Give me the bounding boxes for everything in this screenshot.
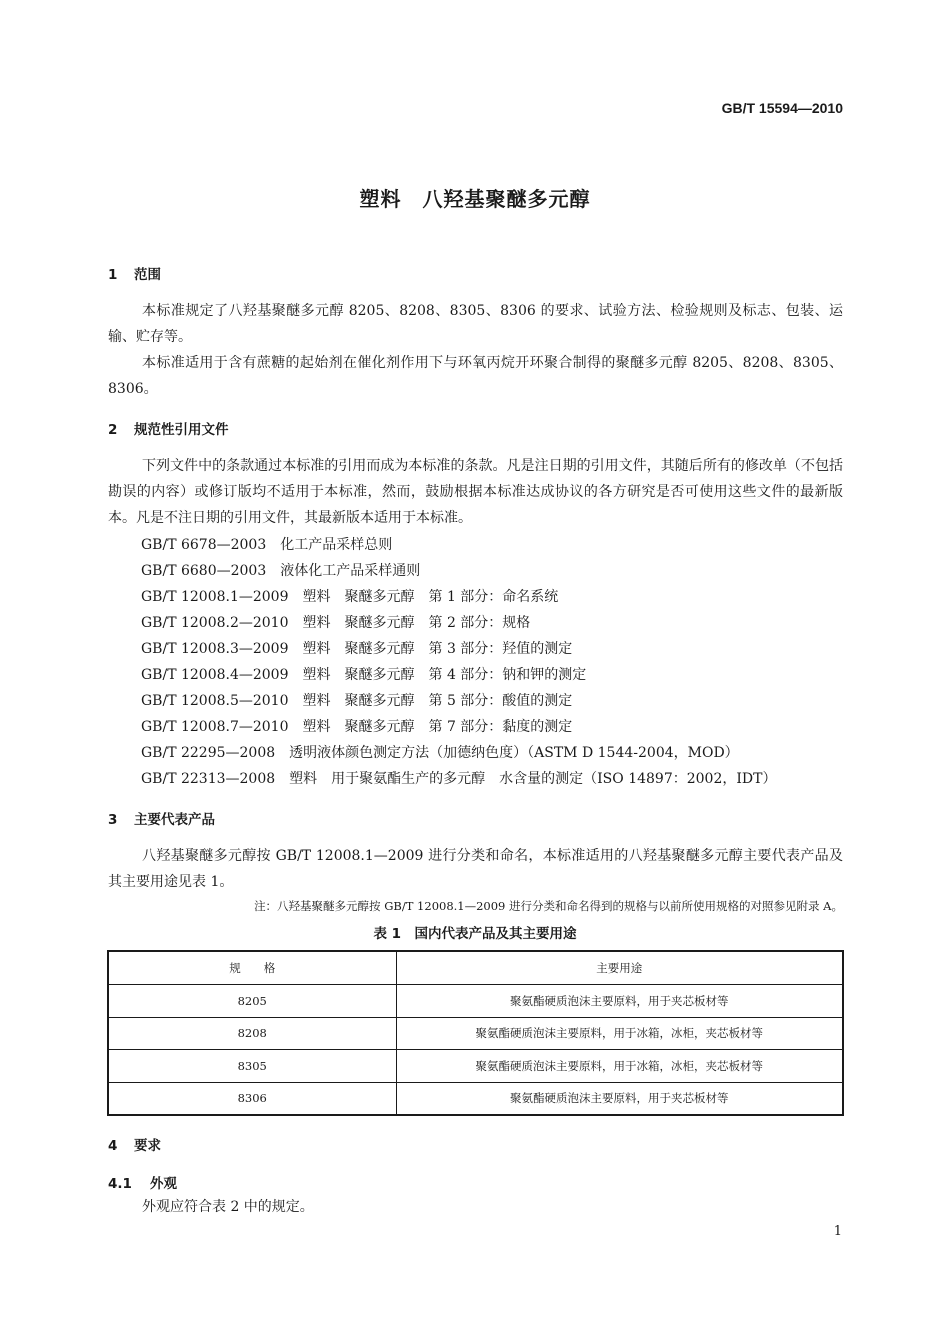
table-1 xyxy=(107,950,844,1116)
cell-usage: 聚氨酯硬质泡沫主要原料，用于冰箱，冰柜，夹芯板材等 xyxy=(396,1017,843,1050)
section-3-paragraph-1: 八羟基聚醚多元醇按 GB/T 12008.1—2009 进行分类和命名，本标准适用的八羟基聚醚多元醇主要代表产品及其主要用途见表 1。 xyxy=(108,848,843,890)
reference-item: GB/T 12008.3—2009 塑料 聚醚多元醇 第 3 部分：羟值的测定 xyxy=(141,641,573,657)
reference-item: GB/T 6680—2003 液体化工产品采样通则 xyxy=(141,563,421,579)
section-2-paragraph-1: 下列文件中的条款通过本标准的引用而成为本标准的条款。凡是注日期的引用文件，其随后所有的修改单（不包括勘误的内容）或修订版均不适用于本标准，然而，鼓励根据本标准达成协议的各方研究是否可使用这些文件的最新版本。凡是不注日期的引用文件，其最新版本适用于本标准。 xyxy=(108,458,843,526)
cell-usage: 聚氨酯硬质泡沫主要原料，用于冰箱，冰柜，夹芯板材等 xyxy=(396,1050,843,1083)
page-number: 1 xyxy=(833,1224,842,1239)
reference-item: GB/T 22295—2008 透明液体颜色测定方法（加德纳色度）（ASTM D 1544-2004，MOD） xyxy=(141,745,739,761)
table-row xyxy=(108,1050,843,1083)
section-1-paragraph-1: 本标准规定了八羟基聚醚多元醇 8205、8208、8305、8306 的要求、试验方法、检验规则及标志、包装、运输、贮存等。 xyxy=(108,303,843,345)
standard-code: GB/T 15594—2010 xyxy=(721,100,843,116)
section-title: 规范性引用文件 xyxy=(134,422,229,438)
reference-item: GB/T 12008.7—2010 塑料 聚醚多元醇 第 7 部分：黏度的测定 xyxy=(141,719,573,735)
section-title: 要求 xyxy=(134,1138,161,1154)
section-4-1-paragraph-1: 外观应符合表 2 中的规定。 xyxy=(142,1199,314,1215)
table-row xyxy=(108,985,843,1018)
section-number: 2 xyxy=(108,422,118,438)
table-row xyxy=(108,1082,843,1115)
column-header-spec: 规 格 xyxy=(108,951,396,985)
subsection-number: 4.1 xyxy=(108,1176,132,1192)
table-row xyxy=(108,1017,843,1050)
section-number: 3 xyxy=(108,812,118,828)
table-header-row xyxy=(108,951,843,985)
section-title: 主要代表产品 xyxy=(134,812,215,828)
table-1-caption: 表 1 国内代表产品及其主要用途 xyxy=(373,926,577,942)
section-number: 1 xyxy=(108,267,118,283)
cell-usage: 聚氨酯硬质泡沫主要原料，用于夹芯板材等 xyxy=(396,1082,843,1115)
subsection-title: 外观 xyxy=(150,1176,177,1192)
reference-item: GB/T 12008.4—2009 塑料 聚醚多元醇 第 4 部分：钠和钾的测定 xyxy=(141,667,587,683)
section-3-heading xyxy=(108,808,215,828)
document-title: 塑料 八羟基聚醚多元醇 xyxy=(359,187,591,211)
section-4-heading xyxy=(108,1134,161,1154)
cell-spec: 8208 xyxy=(108,1017,396,1050)
reference-item: GB/T 6678—2003 化工产品采样总则 xyxy=(141,537,393,553)
section-1-heading xyxy=(108,263,161,283)
cell-spec: 8306 xyxy=(108,1082,396,1115)
cell-usage: 聚氨酯硬质泡沫主要原料，用于夹芯板材等 xyxy=(396,985,843,1018)
reference-item: GB/T 22313—2008 塑料 用于聚氨酯生产的多元醇 水含量的测定（ISO 14897：2002，IDT） xyxy=(141,771,777,787)
reference-item: GB/T 12008.5—2010 塑料 聚醚多元醇 第 5 部分：酸值的测定 xyxy=(141,693,573,709)
column-header-usage: 主要用途 xyxy=(396,951,843,985)
section-title: 范围 xyxy=(134,267,161,283)
section-4-1-heading xyxy=(108,1172,177,1192)
cell-spec: 8205 xyxy=(108,985,396,1018)
reference-item: GB/T 12008.1—2009 塑料 聚醚多元醇 第 1 部分：命名系统 xyxy=(141,589,559,605)
section-1-paragraph-2: 本标准适用于含有蔗糖的起始剂在催化剂作用下与环氧丙烷开环聚合制得的聚醚多元醇 8205、8208、8305、8306。 xyxy=(108,355,843,397)
section-number: 4 xyxy=(108,1138,118,1154)
reference-item: GB/T 12008.2—2010 塑料 聚醚多元醇 第 2 部分：规格 xyxy=(141,615,531,631)
section-2-heading xyxy=(108,418,229,438)
note: 注：八羟基聚醚多元醇按 GB/T 12008.1—2009 进行分类和命名得到的规格与以前所使用规格的对照参见附录 A。 xyxy=(254,899,843,913)
cell-spec: 8305 xyxy=(108,1050,396,1083)
